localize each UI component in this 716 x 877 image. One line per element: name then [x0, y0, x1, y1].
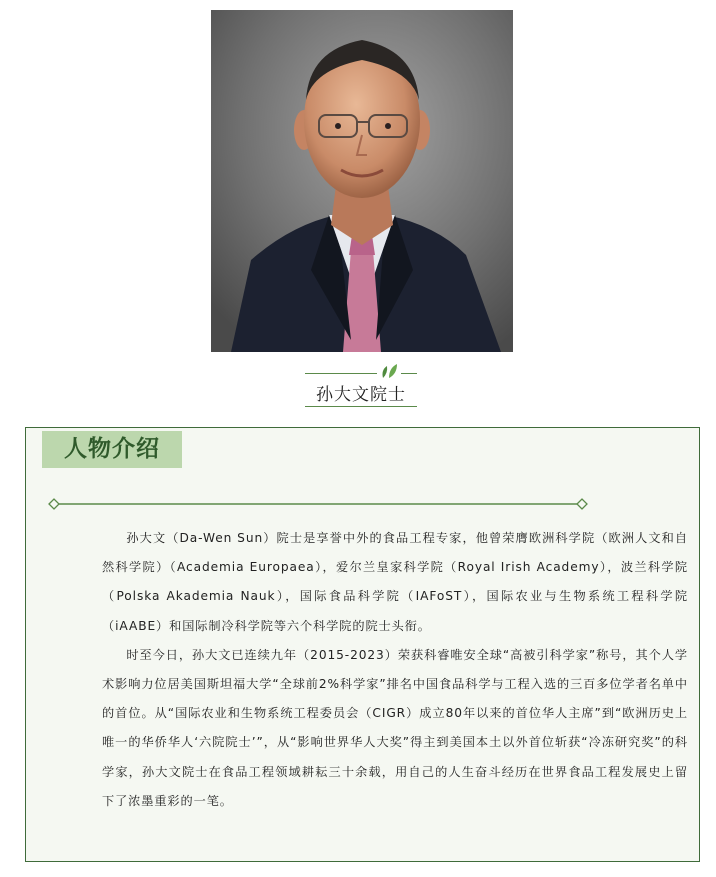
caption-name: 孙大文院士 [316, 385, 406, 405]
caption-line-right [401, 373, 417, 374]
caption-underline [305, 406, 417, 407]
diamond-divider-icon [48, 498, 588, 510]
bio-text [102, 524, 688, 816]
section-heading: 人物介绍 [64, 436, 160, 462]
portrait-caption [305, 360, 417, 410]
bio-paragraph-2: 时至今日，孙大文已连续九年（2015-2023）荣获科睿唯安全球“高被引科学家”称号，其个人学术影响力位居美国斯坦福大学“全球前2%科学家”排名中国食品科学与工程入选的三百多位学者名单中的首位。从“国际农业和生物系统工程委员会（CIGR）成立80年以来的首位华人主席”到“欧洲历史上唯一的华侨华人‘六院院士’”，从“影响世界华人大奖”得主到美国本土以外首位斩获“冷冻研究奖”的科学家，孙大文院士在食品工程领域耕耘三十余载，用自己的人生奋斗经历在世界食品工程发展史上留下了浓墨重彩的一笔。 [102, 647, 688, 808]
bio-paragraph-1: 孙大文（Da-Wen Sun）院士是享誉中外的食品工程专家，他曾荣膺欧洲科学院（欧洲人文和自然科学院）（Academia Europaea），爱尔兰皇家科学院（Royal Irish Academy），波兰科学院（Polska Akademia Nauk），国际食品科学院（IAFoST），国际农业与生物系统工程科学院（iAABE）和国际制冷科学院等六个科学院的院士头衔。 [102, 531, 688, 633]
leaf-icon [379, 362, 399, 380]
caption-line-left [305, 373, 377, 374]
portrait-photo [211, 10, 513, 352]
bio-panel [25, 427, 700, 862]
